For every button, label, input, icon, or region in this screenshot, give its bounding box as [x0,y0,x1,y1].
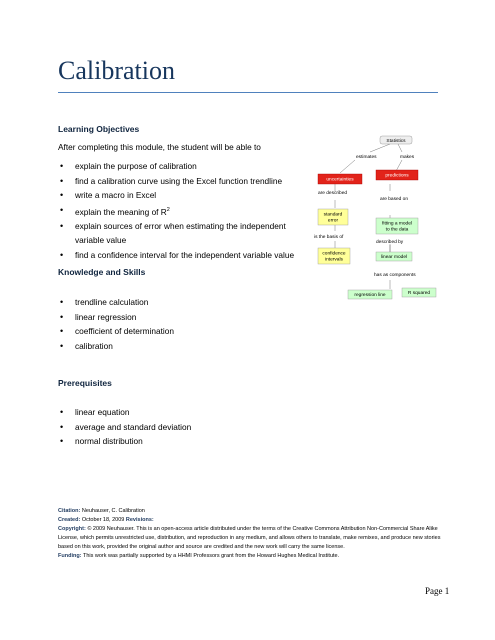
objectives-list [58,159,294,262]
page-number: Page 1 [425,586,450,596]
title-rule [58,92,438,93]
node-statistics: Statistics [386,138,406,144]
node-regression-line: regression line [354,293,386,298]
created-line: Created: October 18, 2009 Revisions: [58,517,154,523]
list-item: • calibration [58,339,174,354]
concept-map [310,130,450,305]
link-is-basis: is the basis of [314,235,344,240]
list-item: • trendline calculation [58,295,174,310]
list-item: • write a macro in Excel [58,188,294,203]
r-squared-text: explain the meaning of R [75,206,167,217]
funding-line: Funding: This work was partially supported by a HHMI Professors grant from the Howard Hughes Medical Institute. [58,553,340,559]
link-estimates: estimates [356,155,377,160]
knowledge-skills-heading: Knowledge and Skills [58,267,146,277]
svg-text:intervals: intervals [325,257,343,263]
list-item [58,203,294,219]
list-item: • average and standard deviation [58,420,191,435]
node-predictions: predictions [385,173,409,179]
objectives-intro: After completing this module, the student will be able to [58,142,261,152]
node-linear-model: linear model [380,255,408,260]
node-uncertainties: uncertainties [326,177,354,183]
list-item: • coefficient of determination [58,324,174,339]
copyright-line: Copyright: © 2009 Neuhauser. This is an open-access article distributed under the terms of the Creative Commons Attribution Non-Commercial Share Alike License, which permits unrestricted use, distribution, and reproduction in any medium, and allows others to translate, make remixes, and produce new stories based on this work, provided the original author and source are credited and the new work will carry the same license. [58,526,441,550]
prerequisites-heading: Prerequisites [58,378,112,388]
list-item: • linear regression [58,310,174,325]
node-r-squared: R squared [407,291,431,296]
prerequisites-list [58,405,191,449]
link-makes: makes [400,155,415,160]
skills-list [58,295,174,353]
node-confidence-intervals: confidence [322,251,346,257]
svg-text:to the data: to the data [385,227,409,233]
link-are-described: are described [318,191,348,196]
list-item: • find a confidence interval for the independent variable value [58,248,294,263]
svg-text:error: error [327,218,339,224]
list-item-continuation: variable value [75,235,127,246]
list-item: • normal distribution [58,434,191,449]
r-superscript: 2 [166,206,170,213]
link-described-by: described by [376,240,404,245]
link-are-based-on: are based on [380,197,409,202]
node-fitting-model: fitting a model [382,221,412,227]
learning-objectives-heading: Learning Objectives [58,124,140,134]
list-item: • explain the purpose of calibration [58,159,294,174]
list-item: • explain sources of error when estimating the independent [58,219,294,234]
link-has-components: has as components [374,273,416,278]
page-title: Calibration [58,56,175,85]
node-standard-error: standard [323,212,343,218]
citation-line: Citation: Neuhauser, C. Calibration [58,508,145,514]
list-item: • linear equation [58,405,191,420]
list-item: • find a calibration curve using the Excel function trendline [58,174,294,189]
footer [58,507,448,561]
